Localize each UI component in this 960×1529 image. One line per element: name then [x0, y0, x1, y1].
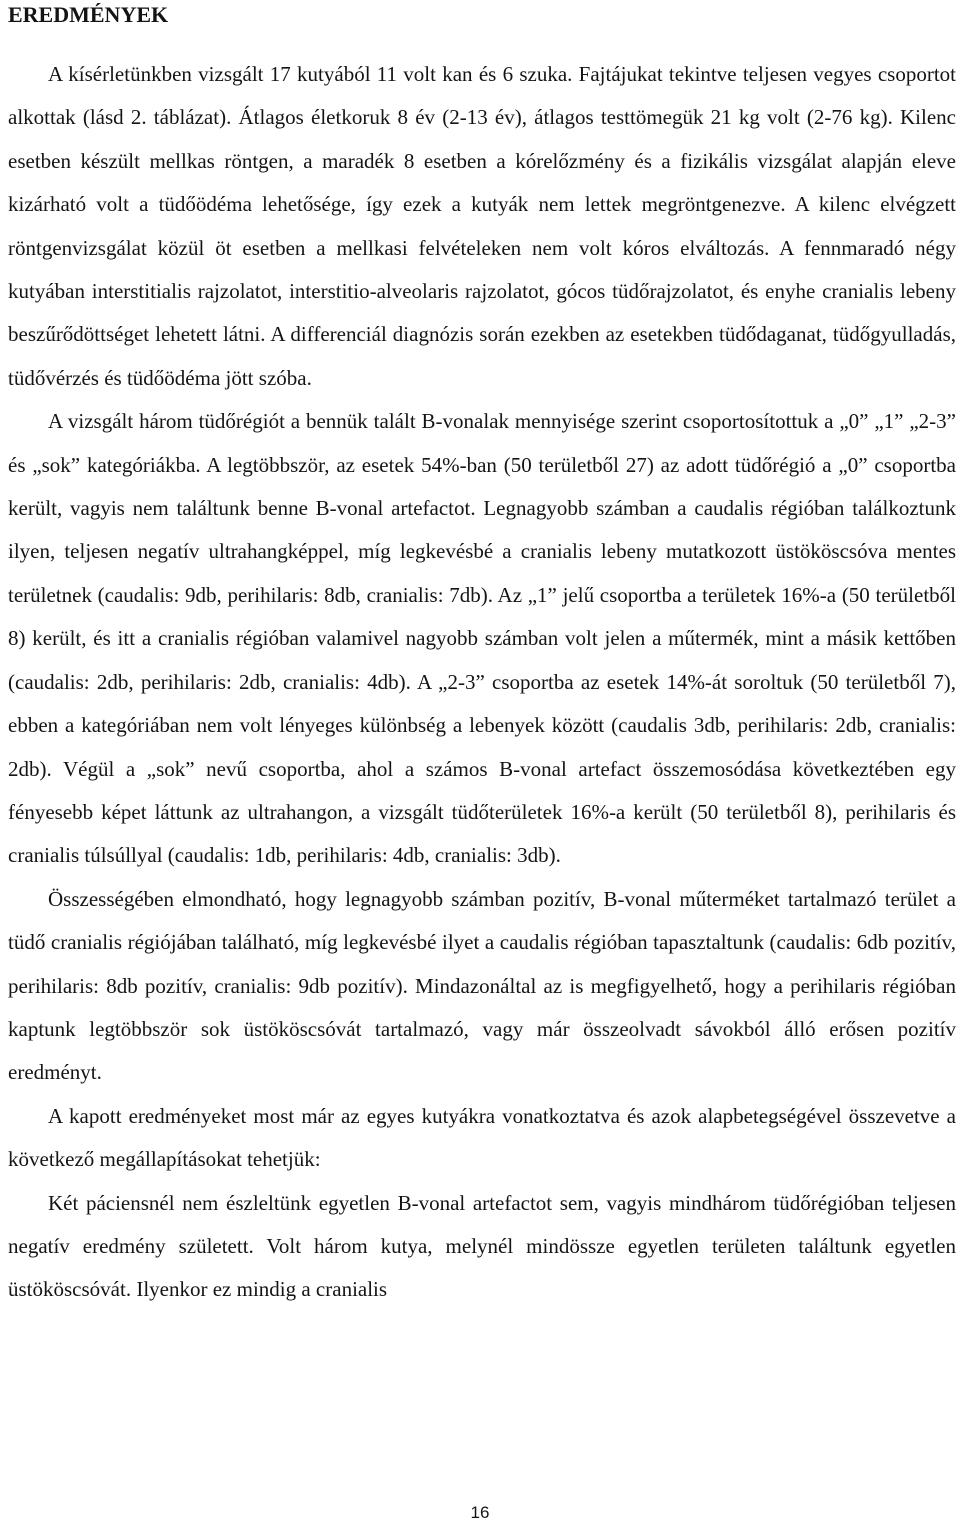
paragraph-b-line-groups: A vizsgált három tüdőrégiót a bennük talált B-vonalak mennyisége szerint csoportosítottuk a „0” „1” „2-3” és „sok” kategóriákba. A legtöbbször, az esetek 54%-ban (50 területből 27) az adott tüdőrégió a „0” csoportba került, vagyis nem találtunk benne B-vonal artefactot. Legnagyobb számban a caudalis régióban találkoztunk ilyen, teljesen negatív ultrahangképpel, míg legkevésbé a cranialis lebeny mutatkozott üstököscsóva mentes területnek (caudalis: 9db, perihilaris: 8db, cranialis: 7db). Az „1” jelű csoportba a területek 16%-a (50 területből 8) került, és itt a cranialis régióban valamivel nagyobb számban volt jelen a műtermék, mint a másik kettőben (caudalis: 2db, perihilaris: 2db, cranialis: 4db). A „2-3” csoportba az esetek 14%-át soroltuk (50 területből 7), ebben a kategóriában nem volt lényeges különbség a lebenyek között (caudalis 3db, perihilaris: 2db, cranialis: 2db). Végül a „sok” nevű csoportba, ahol a számos B-vonal artefact összemosódása következtében egy fényesebb képet láttunk az ultrahangon, a vizsgált tüdőterületek 16%-a került (50 területből 8), perihilaris és cranialis túlsúllyal (caudalis: 1db, perihilaris: 4db, cranialis: 3db).: [8, 409, 956, 868]
paragraph-summary: Összességében elmondható, hogy legnagyobb számban pozitív, B-vonal műterméket tartalmazó terület a tüdő cranialis régiójában található, míg legkevésbé ilyet a caudalis régióban tapasztaltunk (caudalis: 6db pozitív, perihilaris: 8db pozitív, cranialis: 9db pozitív). Mindazonáltal az is megfigyelhető, hogy a perihilaris régióban kaptunk legtöbbször sok üstököscsóvát tartalmazó, vagy már összeolvadt sávokból álló erősen pozitív eredményt.: [8, 886, 956, 1085]
section-heading: EREDMÉNYEK: [8, 2, 169, 27]
body-text: [8, 53, 956, 1312]
page-number: 16: [470, 1503, 490, 1522]
paragraph-per-dog-intro: A kapott eredményeket most már az egyes kutyákra vonatkoztatva és azok alapbetegségével összevetve a következő megállapításokat tehetjük:: [8, 1103, 956, 1172]
paragraph-demographics: A kísérletünkben vizsgált 17 kutyából 11 volt kan és 6 szuka. Fajtájukat tekintve teljesen vegyes csoportot alkottak (lásd 2. táblázat). Átlagos életkoruk 8 év (2-13 év), átlagos testtömegük 21 kg volt (2-76 kg). Kilenc esetben készült mellkas röntgen, a maradék 8 esetben a kórelőzmény és a fizikális vizsgálat alapján eleve kizárható volt a tüdőödéma lehetősége, így ezek a kutyák nem lettek megröntgenezve. A kilenc elvégzett röntgenvizsgálat közül öt esetben a mellkasi felvételeken nem volt kóros elváltozás. A fennmaradó négy kutyában interstitialis rajzolatot, interstitio-alveolaris rajzolatot, gócos tüdőrajzolatot, és enyhe cranialis lebeny beszűrődöttséget lehetett látni. A differenciál diagnózis során ezekben az esetekben tüdődaganat, tüdőgyulladás, tüdővérzés és tüdőödéma jött szóba.: [8, 62, 956, 390]
paragraph-per-dog-findings: Két páciensnél nem észleltünk egyetlen B-vonal artefactot sem, vagyis mindhárom tüdőrégióban teljesen negatív eredmény született. Volt három kutya, melynél mindössze egyetlen területen találtunk egyetlen üstököscsóvát. Ilyenkor ez mindig a cranialis: [8, 1190, 956, 1302]
